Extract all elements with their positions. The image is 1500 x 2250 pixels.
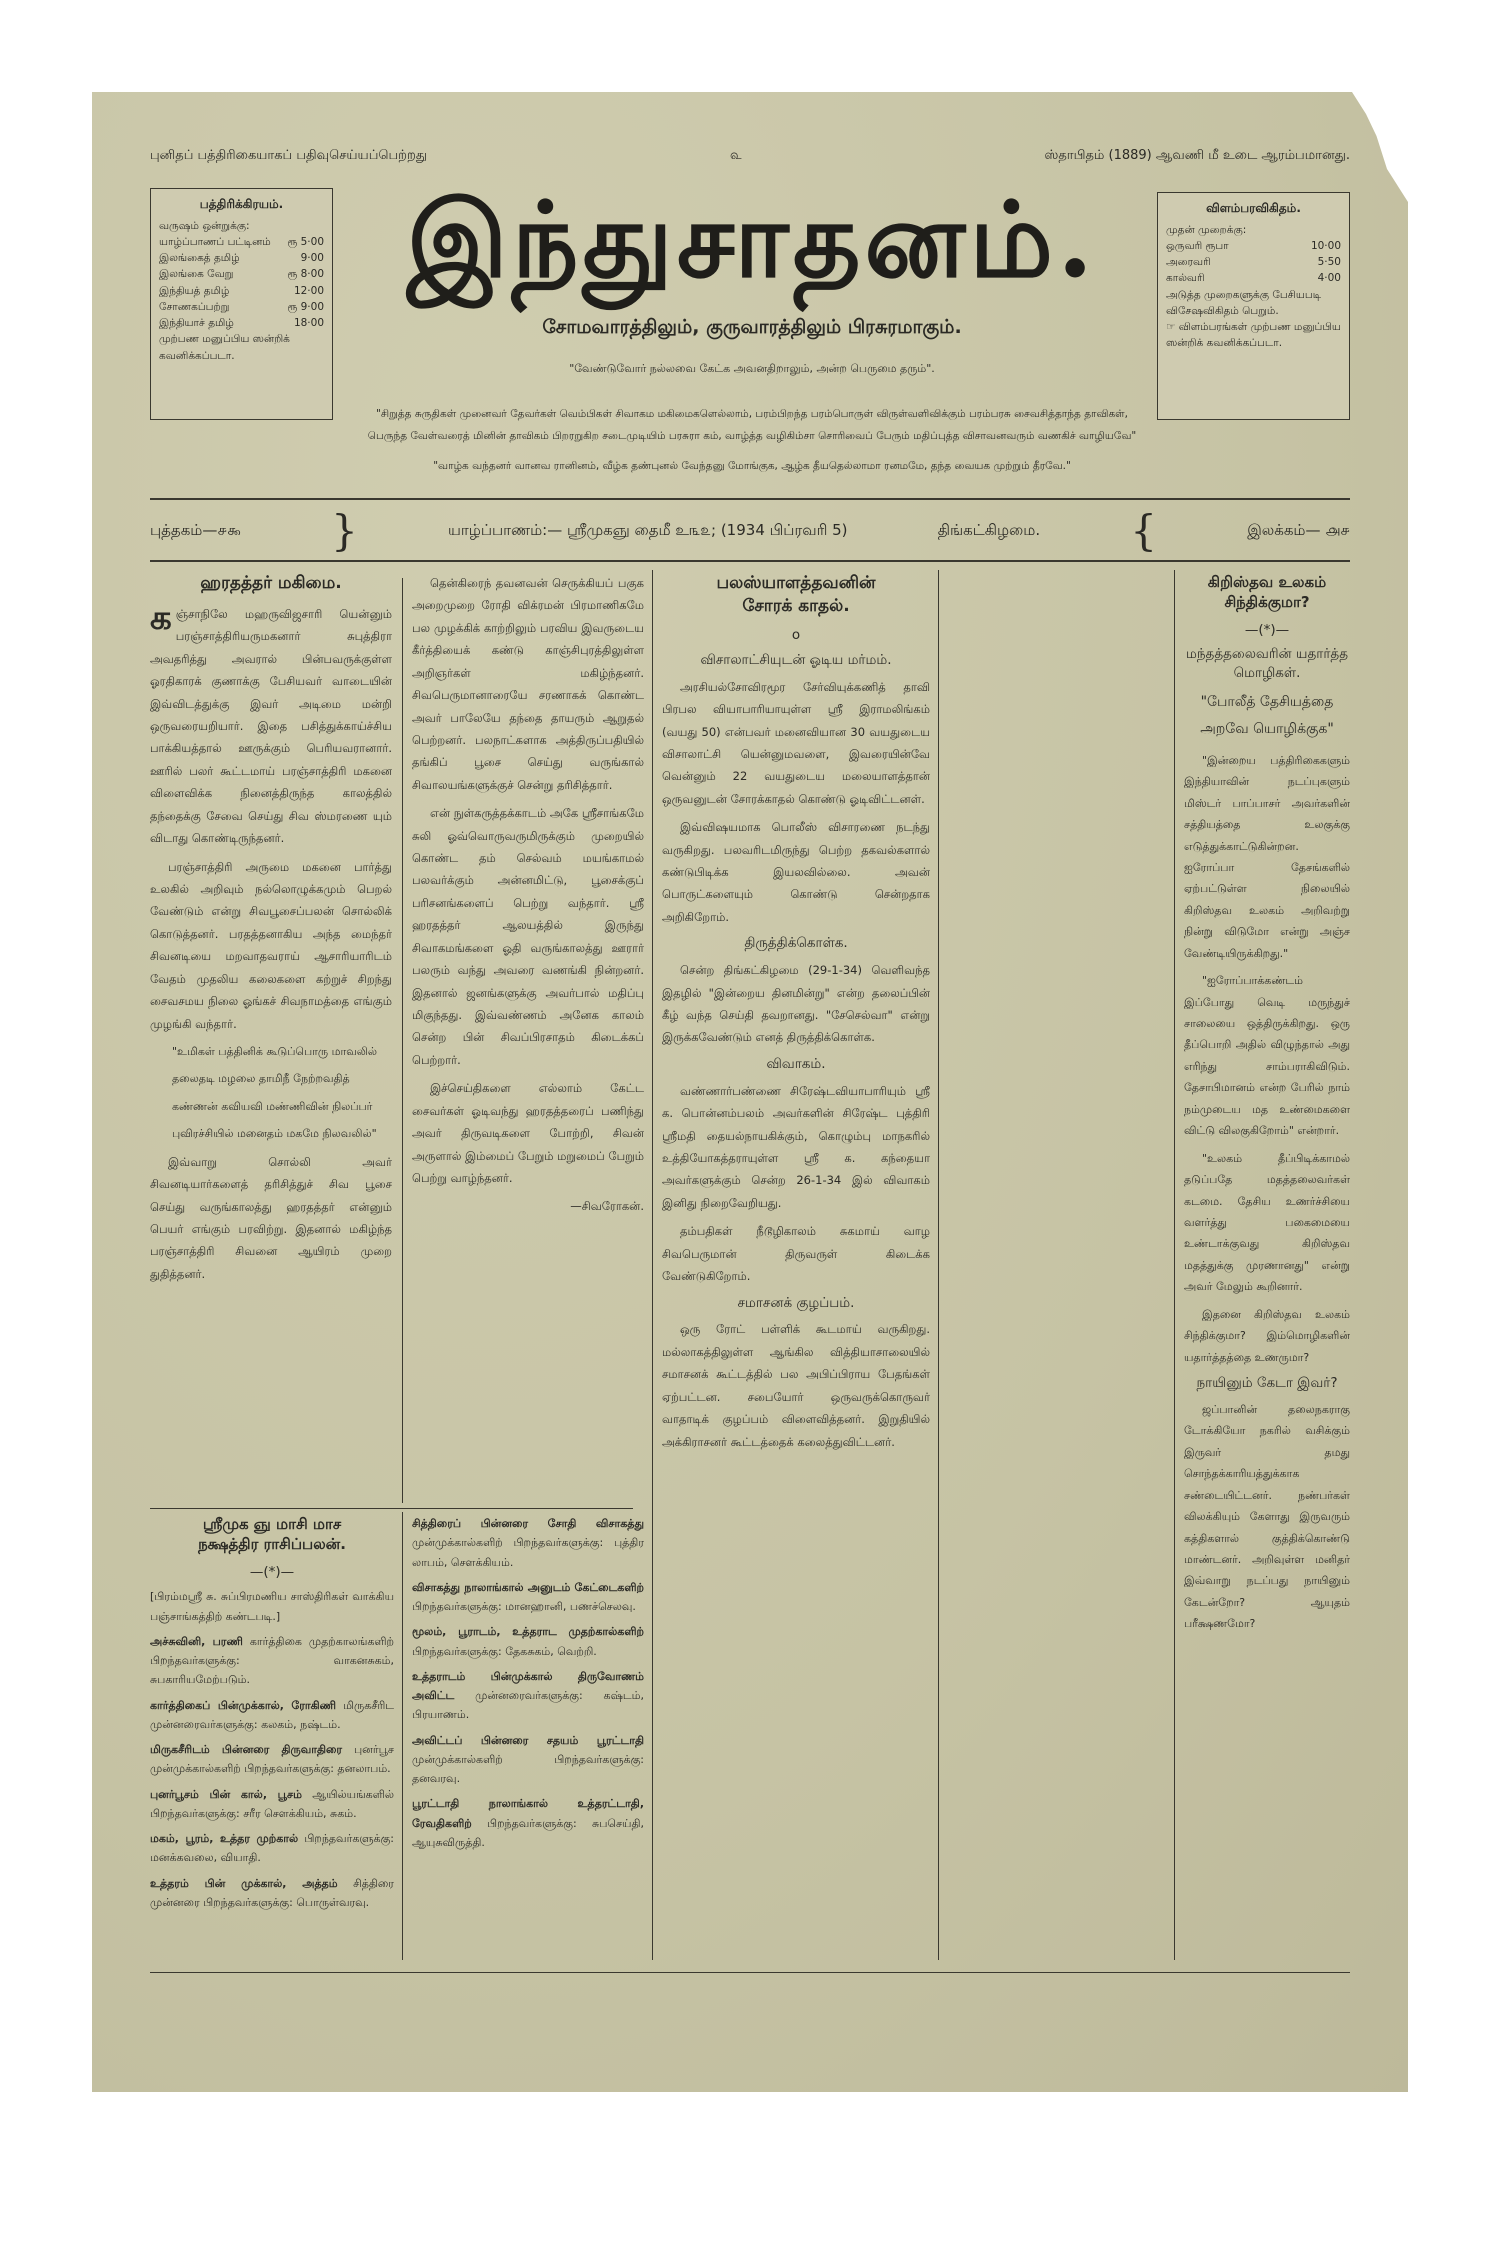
article-paragraph: இச்செய்திகளை எல்லாம் கேட்ட சைவர்கள் ஓடிவந்து ஹரதத்தரைப் பணிந்து அவர் திருவடிகளை போற்றி, சிவன் அருளால் இம்மைப் பேறும் மறுமைப் பேறும் பெற்று வாழ்ந்தனர்.: [412, 1081, 644, 1185]
article-paragraph: இவ்வாறு சொல்லி அவர் சிவனடியார்களைத் தரிசித்துச் சிவ பூசை செய்து வருங்காலத்து ஹரதத்தர் என்னும் பெயர் எங்கும் பரவிற்று. இதனால் மகிழ்ந்த பரஞ்சாத்திரி சிவனை ஆயிரம் முறை துதித்தனர்.: [150, 1154, 392, 1281]
article-paragraph: என் நுள்கருத்தக்காடம் அகே ஸ்ரீசாங்கமே சுலி ஓவ்வொருவருமிருக்கும் முறையில் கொண்ட தம் செல்வம் மயங்காமல் பலவர்க்கும் அன்னமிட்டு, பூசைக்குப் பரிசனங்களைப் பெற்று வந்தார். ஸ்ரீ ஹரதத்தர் ஆலயத்தில் இருந்து சிவாகமங்களை ஓதி வருங்காலத்து ஊரார் பலரும் வந்து அவரை வணங்கி நின்றனர். இதனால் ஜனங்களுக்கு அவர்பால் மதிப்பு மிகுந்தது. இவ்வண்ணம் அனேக காலம் சென்ற பின் சிவப்பிரசாதம் கிடைக்கப் பெற்றார்.: [412, 806, 644, 1067]
subscription-row: இந்தியத் தமிழ் 12·00: [159, 284, 324, 297]
article-paragraph: இதனை கிறிஸ்தவ உலகம் சிந்திக்குமா? இம்மொழிகளின் யதார்த்தத்தை உணருமா?: [1184, 1307, 1350, 1364]
section-heading: சமாசனக் குழப்பம்.: [737, 1294, 855, 1311]
article-subheadline: விசாலாட்சியுடன் ஓடிய மர்மம்.: [700, 651, 892, 668]
article-harathathar: [150, 572, 392, 1502]
weekday: திங்கட்கிழமை.: [937, 521, 1041, 539]
horoscope-entry: மகம், பூரம், உத்தர முற்கால் பிறந்தவர்களுக்கு: மனக்கவலை, வியாதி.: [150, 1832, 394, 1865]
subscription-heading: பத்திரிக்கிரயம்.: [199, 197, 284, 211]
drop-cap: க: [150, 597, 172, 638]
advertising-row: அரைவரி 5·50: [1166, 256, 1341, 269]
article-paragraph: தென்கிரைந் தவனவன் செருக்கியப் பகுக அறைமுறை ரோதி விக்ரமன் பிரமாணிகமே பல முழக்கிக் காற்றிலும் பரவிய இவருடைய கீர்த்தியைக் கண்டு காஞ்சிபுரத்திலுள்ள அறிஞர்கள் மகிழ்ந்தனர். சிவபெருமானாரையே சரணாகக் கொண்ட அவர் பாலேயே தந்தை தாயரும் ஆறுதல் பெற்றனர். பலநாட்களாக அத்திருப்பதியில் தங்கிப் பூசை செய்து வருங்கால் சிவாலயங்களுக்குச் சென்று தரிசித்தார்.: [412, 576, 644, 792]
horoscope-credit: [பிரம்மஸ்ரீ சு. சுப்பிரமணிய சாஸ்திரிகள் வாக்கிய பஞ்சாங்கத்திற் கண்டபடி.]: [150, 1590, 394, 1623]
horoscope-entry: உத்தரம் பின் முக்கால், அத்தம் சித்திரை முன்னரை பிறந்தவர்களுக்கு: பொருள்வரவு.: [150, 1876, 394, 1909]
article-headline: ஹரதத்தர் மகிமை.: [200, 573, 342, 593]
article-paragraph: இவ்விஷயமாக பொலீஸ் விசாரணை நடந்து வருகிறது. பலவரிடமிருந்து பெற்ற தகவல்களால் கண்டுபிடிக்க இயலவில்லை. அவன் பொருட்களையும் கொண்டு சென்றதாக அறிகிறோம்.: [662, 820, 930, 924]
article-paragraph: ஜப்பானின் தலைநகராகு டோக்கியோ நகரில் வசிக்கும் இருவர் தமது சொந்தக்காரியத்துக்காக சண்டையிட்டனர். நண்பர்கள் விலக்கியும் கேளாது இருவரும் கத்திகளால் குத்திக்கொண்டு மாண்டனர். அறிவுள்ள மனிதர் இவ்வாறு நடப்பது நாயினும் கேடன்றோ? ஆயுதம் பரீக்ஷணமோ?: [1184, 1402, 1350, 1631]
advertising-row: ஒருவரி ரூபா 10·00: [1166, 239, 1341, 252]
ornament-mark: o: [791, 626, 801, 643]
masthead-subtitle: சோமவாரத்திலும், குருவாரத்திலும் பிரசுரமாகும்.: [542, 316, 962, 338]
section-rule: [150, 1508, 633, 1509]
article-paragraph: ஞ்சாநிலே மஹருவிஜசாரி யென்னும் பரஞ்சாத்திரியருமகனார் சுபுத்திரா அவதரித்து அவரால் பின்பவருக்குள்ள ஓரதிகாரக் குணாக்கு பேசியவர் வாடையின் இவ்விடத்துக்கு இவர் அடிமை மன்றி ஒருவரையறியார். இதை பசித்துக்காய்ச்சிய பாக்கியத்தால் ஊருக்கும் பெரியவரானார். ஊரில் பலர் கூட்டமாய் பரஞ்சாத்திரி மகனை விளைவிக்க நினைத்திருந்த காலத்தில் தந்தைக்கு சேவை செய்து சிவ ஸ்மரணை யும் விடாது கொண்டிருந்தனர்.: [150, 606, 392, 846]
news-column-4: [1184, 572, 1350, 1957]
subscription-caption: வருஷம் ஒன்றுக்கு:: [159, 219, 250, 232]
column-rule: [652, 570, 653, 1960]
article-harathathar-continued: [412, 572, 644, 1502]
brace-left: }: [331, 506, 358, 555]
section-heading: திருத்திக்கொள்க.: [744, 935, 848, 952]
column-rule: [402, 578, 403, 1503]
column-rule: [938, 570, 939, 1960]
section-heading: நாயினும் கேடா இவர்?: [1196, 1375, 1338, 1392]
subscription-note: முற்பண மனுப்பிய ஸன்றிக் கவனிக்கப்படா.: [159, 333, 290, 362]
verse-line: தலைதடி மழலை தாமிநீ நேற்றவதித்: [172, 1072, 350, 1086]
pull-quote: "போலீத் தேசியத்தை அறவே யொழிக்குக": [1200, 694, 1334, 738]
horoscope-entry: பூரட்டாதி நாலாங்கால் உத்தரட்டாதி, ரேவதிகளிற் பிறந்தவர்களுக்கு: சுபசெய்தி, ஆயுசுவிருத்தி.: [412, 1797, 644, 1849]
established-note: ஸ்தாபிதம் (1889) ஆவணி மீ உடை ஆரம்பமானது.: [1044, 148, 1350, 163]
motto-line: "சிறுத்த சுருதிகள் முனைவர் தேவர்கள் வெம்பிகள் சிவாகம மகிமைகளெல்லாம், பரம்பிறந்த பரம்பொருள் விருள்வளிவிக்கும் பரம்பரசு சைவசித்தாந்த தாவிகள்,: [375, 408, 1128, 420]
motto-line: "வாழ்க வந்தனர் வானவ ரானினம், வீழ்க தண்புனல் வேந்தனு மோங்குக, ஆழ்க தீயதெல்லாமா ரனமமே, தந்த வையக முற்றும் தீரவே.": [433, 460, 1071, 472]
header-rule: [150, 498, 1350, 500]
article-subheadline: மந்தத்தலைவரின் யதார்த்த மொழிகள்.: [1186, 646, 1348, 682]
top-center-mark: ௳: [729, 148, 742, 163]
horoscope-entry: சித்திரைப் பின்னரை சோதி விசாகத்து முன்முக்கால்களிற் பிறந்தவர்களுக்கு: புத்திர லாபம், சௌக்கியம்.: [412, 1517, 644, 1569]
horoscope-entry: உத்தராடம் பின்முக்கால் திருவோணம் அவிட்ட முன்னரைவர்களுக்கு: கஷ்டம், பிரயாணம்.: [412, 1669, 644, 1722]
article-paragraph: "உலகம் தீப்பிடிக்காமல் தடுப்பதே மதத்தலைவர்கள் கடமை. தேசிய உணர்ச்சியை வளர்த்து பகைமையை உண்டாக்குவது கிறிஸ்தவ மதத்துக்கு முரணானது" என்று அவர் மேலும் கூறினார்.: [1184, 1151, 1350, 1294]
torn-corner: [1338, 92, 1408, 202]
article-paragraph: பரஞ்சாத்திரி அருமை மகனை பார்த்து உலகில் அறிவும் நல்லொழுக்கமும் பெறல் வேண்டும் என்று சிவபூசைப்பலன் சொல்லிக் கொடுத்தனர். பரதத்தனாகிய அந்த மைந்தர் சிவனடியை மறவாதவராய் ஆசாரியாரிடம் வேதம் முதலிய கலைகளை கற்றுச் சிறந்து சைவசமய நிலை ஓங்கச் சிவநாமத்தை எங்கும் முழங்கி வந்தார்.: [150, 859, 392, 1031]
article-paragraph: அரசியல்சோவிரமூர சேர்வியுக்கணித் தாவி பிரபல வியாபாரியாயுள்ள ஸ்ரீ இராமலிங்கம் (வயது 50) என்பவர் மனைவியான 30 வயதுடைய விசாலாட்சி யென்னுமவளை, இவரையின்வே வென்னும் 22 வயதுடைய மலையாளத்தான் ஒருவனுடன் சோரக்காதல் கொண்டு ஓடிவிட்டனள்.: [662, 679, 930, 806]
horoscope-entry: மிருகசீரிடம் பின்னரை திருவாதிரை புனர்பூச முன்முக்கால்களிற் பிறந்தவர்களுக்கு: தனலாபம்.: [150, 1743, 394, 1776]
article-paragraph: சென்ற திங்கட்கிழமை (29-1-34) வெளிவந்த இதழில் "இன்றைய தினமின்று" என்ற தலைப்பின் கீழ் வந்த செய்தி தவறானது. "சேசெல்வா" என்று இருக்கவேண்டும் எனத் திருத்திக்கொள்க.: [662, 963, 930, 1045]
subscription-row: இலங்கைத் தமிழ் 9·00: [159, 252, 324, 265]
ornament-mark: —(*)—: [249, 1563, 295, 1580]
advertising-note: அடுத்த முறைகளுக்கு பேசியபடி விசேஷவிகிதம் பெறும்.: [1166, 288, 1322, 317]
article-paragraph: ஒரு ரோட் பள்ளிக் கூடமாய் வருகிறது. மல்லாகத்திலுள்ள ஆங்கில வித்தியாசாலையில் சமாசனக் கூட்டத்தில் பல அபிப்பிராய பேதங்கள் ஏற்பட்டன. சபையோர் ஒருவருக்கொருவர் வாதாடிக் குழப்பம் விளைவித்தனர். இறுதியில் அக்கிராசனர் கூட்டத்தைக் கலைத்துவிட்டனர்.: [662, 1322, 930, 1449]
subscription-row: சோணகப்பற்று ரூ 9·00: [159, 300, 324, 313]
advertising-prepay-note: ☞ விளம்பரங்கள் முற்பண மனுப்பிய ஸன்றிக் கவனிக்கப்படா.: [1166, 321, 1341, 350]
subscription-row: இந்தியாச் தமிழ் 18·00: [159, 317, 324, 330]
verse-line: கண்ணன் கவியவி மண்ணிவின் நிலப்பர்: [172, 1099, 373, 1113]
advertising-heading: விளம்பரவிகிதம்.: [1206, 201, 1301, 215]
dateline-rule: [150, 560, 1350, 562]
article-paragraph: தம்பதிகள் நீடூழிகாலம் சுகமாய் வாழ சிவபெருமான் திருவருள் கிடைக்க வேண்டுகிறோம்.: [662, 1224, 930, 1284]
column-rule: [402, 1512, 403, 1960]
subscription-box: [150, 188, 333, 420]
horoscope-entry: அவிட்டப் பின்னரை சதயம் பூரட்டாதி முன்முக்கால்களிற் பிறந்தவர்களுக்கு: தனவரவு.: [412, 1733, 644, 1785]
news-column-3: [662, 572, 930, 1957]
horoscope-column-continued: [412, 1514, 644, 1960]
article-headline: பலஸ்யாளத்தவனின் சோரக் காதல்.: [716, 573, 876, 616]
horoscope-entry: அச்சுவினி, பரணி கார்த்திகை முதற்காலங்களிற் பிறந்தவர்களுக்கு: வாகனசுகம், சுபகாரியமேற்படும்.: [150, 1634, 394, 1687]
footer-rule: [150, 1972, 1350, 1973]
horoscope-headline: ஸ்ரீமுக ஞு மாசி மாச நக்ஷத்திர ராசிப்பலன்.: [198, 1515, 346, 1554]
masthead-title: இந்துசாதனம்.: [406, 178, 1098, 301]
advertising-rates-box: [1157, 192, 1350, 420]
horoscope-entry: மூலம், பூராடம், உத்தராட முதற்கால்களிற் பிறந்தவர்களுக்கு: தேகசுகம், வெற்றி.: [412, 1625, 644, 1658]
volume-number: புத்தகம்—௪௯: [150, 521, 241, 539]
article-signature: —சிவரோகன்.: [570, 1199, 644, 1214]
article-headline: கிறிஸ்தவ உலகம் சிந்திக்குமா?: [1207, 573, 1327, 612]
motto-line: பெருந்த வேள்வரைத் மினின் தாவிகம் பிறரறுகிற சடைமுடியிம் பரசுரா கம், வாழ்த்த வழிகிம்சா சொரிவைப் பேரும் மதிப்புத்த விசாவனவரும் வணகிச் வாழியவே": [367, 430, 1137, 442]
horoscope-entry: புனர்பூசம் பின் கால், பூசம் ஆயில்யங்களில் பிறந்தவர்களுக்கு: சரீர சௌக்கியம், சுகம்.: [150, 1787, 394, 1820]
advertising-caption: முதன் முறைக்கு:: [1166, 223, 1247, 236]
ornament-mark: —(*)—: [1244, 621, 1290, 638]
article-paragraph: வண்ணார்பண்ணை சிரேஷ்டவியாபாரியும் ஸ்ரீ க. பொன்னம்பலம் அவர்களின் சிரேஷ்ட புத்திரி ஸ்ரீமதி தையல்நாயகிக்கும், கொழும்பு மாநகரில் உத்தியோகத்தராயுள்ள ஸ்ரீ க. கந்தையா அவர்களுக்கும் சென்ற 26-1-34 இல் விவாகம் இனிது நிறைவேறியது.: [662, 1083, 930, 1210]
subscription-row: இலங்கை வேறு ரூ 8·00: [159, 268, 324, 281]
registration-note: புனிதப் பத்திரிகையாகப் பதிவுசெய்யப்பெற்றது: [150, 148, 428, 163]
section-heading: விவாகம்.: [766, 1055, 826, 1072]
newspaper-page: [92, 92, 1408, 2092]
verse-line: புவிரச்சியில் மனைதம் மகமே நிலவலில்": [172, 1127, 377, 1141]
horoscope-entry: விசாகத்து நாலாங்கால் அனுடம் கேட்டைகளிற் பிறந்தவர்களுக்கு: மானஹானி, பணச்செலவு.: [412, 1580, 644, 1613]
advertising-row: கால்வரி 4·00: [1166, 272, 1341, 285]
article-paragraph: "இன்றைய பத்திரிகைகளும் இந்தியாவின் நடப்புகளும் மிஸ்டர் பாப்பாசர் அவர்களின் சத்தியத்தை உலகுக்கு எடுத்துக்காட்டுகின்றன. ஐரோப்பா தேசங்களில் ஏற்பட்டுள்ள நிலையில் கிறிஸ்தவ உலகம் அறிவற்று நின்று விடுமோ என்று அஞ்ச வேண்டியிருக்கிறது.": [1184, 753, 1350, 960]
brace-right: {: [1130, 506, 1158, 555]
verse-line: "உமிகள் பத்தினிக் கூடுப்பொரு மாவலில்: [172, 1044, 378, 1058]
dateline: [150, 506, 1350, 555]
masthead-tagline: "வேண்டுவோர் நல்லவை கேட்க அவனதிறாலும், அன்ற பெருமை தரும்".: [569, 362, 935, 375]
article-paragraph: "ஐரோப்பாக்கண்டம் இப்போது வெடி மருந்துச் சாலையை ஒத்திருக்கிறது. ஒரு தீப்பொறி அதில் விழுந்தால் அது எரிந்து சாம்பராகிவிடும். தேசாபிமானம் என்ற பேரில் நாம் நம்முடைய மத உண்மைகளை விட்டு விலகுகிறோம்" என்றார்.: [1184, 974, 1350, 1138]
issue-number: இலக்கம்— ௮௪: [1247, 521, 1350, 539]
horoscope-entry: கார்த்திகைப் பின்முக்கால், ரோகிணி மிருகசீரிட முன்னரைவர்களுக்கு: கலகம், நஷ்டம்.: [150, 1698, 394, 1731]
place-and-date: யாழ்ப்பாணம்:— ஸ்ரீமுகஞு தைமீ உ௩௨; (1934 பிப்ரவரி 5): [448, 521, 848, 539]
subscription-row: யாழ்ப்பாணப் பட்டினம் ரூ 5·00: [159, 235, 324, 248]
horoscope-column: [150, 1514, 394, 1960]
top-info-line: [150, 148, 1350, 170]
column-rule: [1174, 570, 1175, 1960]
